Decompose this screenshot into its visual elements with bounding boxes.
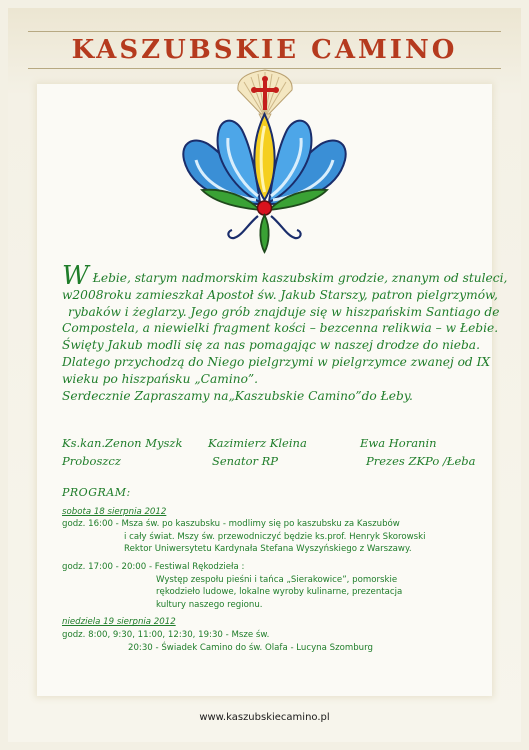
program-day-heading: niedziela 19 sierpnia 2012 <box>62 617 176 628</box>
intro-line: Compostela, a niewielki fragment kości – bezcenna relikwia – w Łebie. <box>62 321 499 336</box>
program-item: godz. 17:00 - 20:00 - Festiwal Rękodzieła : <box>62 561 245 572</box>
signer-role: Prezes ZKPo /Łeba <box>366 454 476 468</box>
intro-line: rybaków i żeglarzy. Jego grób znajduje się w hiszpańskim Santiago de <box>68 304 500 319</box>
intro-line: Święty Jakub modli się za nas pomagając w naszej drodze do nieba. <box>62 338 480 353</box>
signer-role: Proboszcz <box>62 454 121 468</box>
signer-name: Ewa Horanin <box>360 436 437 450</box>
signer-name: Kazimierz Kleina <box>208 436 307 450</box>
program-item: 20:30 - Świadek Camino do św. Olafa - Lucyna Szomburg <box>128 642 373 653</box>
program-item: Rektor Uniwersytetu Kardynała Stefana Wyszyńskiego z Warszawy. <box>124 544 412 555</box>
program-section <box>62 487 502 659</box>
intro-line: Dlatego przychodzą do Niego pielgrzymi w pielgrzymce zwanej od IX <box>62 354 491 369</box>
top-rule <box>28 31 501 32</box>
program-day-1 <box>62 506 502 612</box>
program-item: godz. 8:00, 9:30, 11:00, 12:30, 19:30 - Msze św. <box>62 629 270 640</box>
signer-prezes <box>360 434 476 470</box>
signer-role: Senator RP <box>212 454 279 468</box>
intro-line: Serdecznie Zapraszamy na„Kaszubskie Camino”do Łeby. <box>62 388 413 403</box>
intro-line: Łebie, starym nadmorskim kaszubskim grodzie, znanym od stuleci, <box>92 271 508 285</box>
program-day-heading: sobota 18 sierpnia 2012 <box>62 506 167 517</box>
intro-text <box>62 261 508 404</box>
program-title: PROGRAM: <box>62 486 131 499</box>
website-link[interactable]: www.kaszubskiecamino.pl <box>199 712 330 723</box>
program-item: godz. 16:00 - Msza św. po kaszubsku - modlimy się po kaszubsku za Kaszubów <box>62 519 400 530</box>
page-title: KASZUBSKIE CAMINO <box>71 35 458 65</box>
signer-proboszcz <box>62 434 182 470</box>
program-item: Występ zespołu pieśni i tańca „Sierakowice”, pomorskie <box>156 574 398 585</box>
kashubian-flower-icon <box>172 96 357 256</box>
program-item: i cały świat. Mszy św. przewodniczyć będzie ks.prof. Henryk Skorowski <box>124 531 426 542</box>
signer-name: Ks.kan.Zenon Myszk <box>62 436 183 450</box>
program-item: kultury naszego regionu. <box>156 599 263 610</box>
drop-cap: W <box>62 261 89 291</box>
signer-senator <box>208 434 307 470</box>
intro-line: wieku po hiszpańsku „Camino”. <box>62 371 259 386</box>
intro-line: w2008roku zamieszkał Apostoł św. Jakub Starszy, patron pielgrzymów, <box>62 287 498 302</box>
program-day-2 <box>62 616 502 654</box>
program-item: rękodzieło ludowe, lokalne wyroby kulinarne, prezentacja <box>156 587 403 598</box>
